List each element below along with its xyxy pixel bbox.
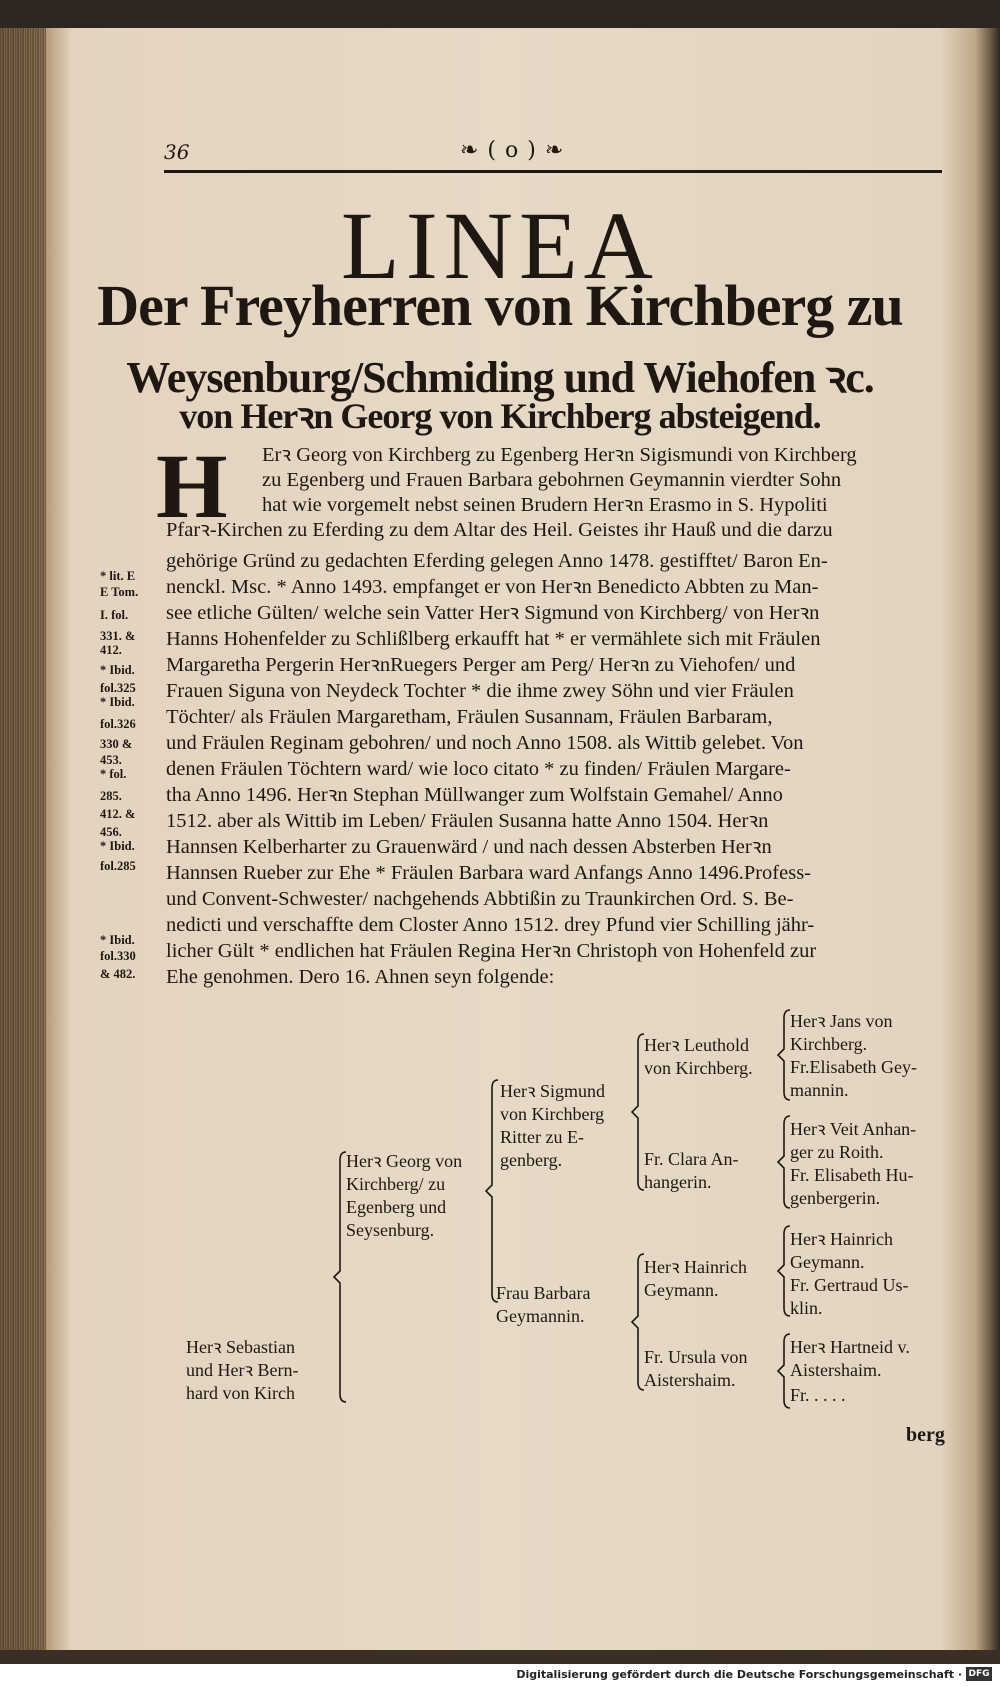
genealogy-grandmother-line: Frau Barbara: [496, 1283, 591, 1303]
genealogy-ggg-1-line: Herꝛ Jans von: [790, 1011, 893, 1031]
genealogy-gg-1-line: Herꝛ Leuthold: [644, 1035, 750, 1055]
margin-note: * fol.: [100, 767, 127, 781]
margin-note: fol.285: [100, 859, 136, 873]
margin-note: * Ibid.: [100, 695, 135, 709]
body-line: 1512. aber als Wittib im Leben/ Fräulen Susanna hatte Anno 1504. Herꝛn: [166, 810, 769, 832]
genealogy-root-line: hard von Kirch: [186, 1383, 295, 1403]
genealogy-gg-2-line: Fr. Clara An-: [644, 1149, 739, 1169]
margin-note: E Tom.: [100, 585, 139, 599]
genealogy-ggg-7-line: Herꝛ Hartneid v.: [790, 1337, 910, 1357]
genealogy-ggg-6-line: klin.: [790, 1298, 823, 1318]
margin-note: 330 &: [100, 737, 133, 751]
margin-note: & 482.: [100, 967, 136, 981]
subtitle-line-2: Weysenburg/Schmiding und Wiehofen ꝛc.: [126, 353, 874, 402]
margin-note: fol.330: [100, 949, 136, 963]
margin-note: fol.326: [100, 717, 136, 731]
subtitle-line-1: Der Freyherren von Kirchberg zu: [97, 273, 903, 338]
body-line: Margaretha Pergerin HerꝛnRuegers Perger am Perg/ Herꝛn zu Viehofen/ und: [166, 654, 796, 676]
margin-note: 412. &: [100, 807, 136, 821]
genealogy-grandmother-line: Geymannin.: [496, 1306, 585, 1326]
genealogy-gg-1-line: von Kirchberg.: [644, 1058, 753, 1078]
margin-note: * lit. E: [100, 569, 136, 583]
margin-note: 412.: [100, 643, 122, 657]
genealogy-ggg-2-line: mannin.: [790, 1080, 849, 1100]
page-title: LINEA: [341, 192, 659, 299]
body-line: Erꝛ Georg von Kirchberg zu Egenberg Herꝛn Sigismundi von Kirchberg: [262, 444, 857, 466]
page-number: 36: [164, 140, 190, 164]
body-line: licher Gült * endlichen hat Fräulen Regina Herꝛn Christoph von Hohenfeld zur: [166, 940, 817, 962]
margin-note: 456.: [100, 825, 122, 839]
margin-note: * Ibid.: [100, 839, 135, 853]
genealogy-father-line: Egenberg und: [346, 1197, 447, 1217]
margin-note: * Ibid.: [100, 933, 135, 947]
body-line: see etliche Gülten/ welche sein Vatter Herꝛ Sigmund von Kirchberg/ von Herꝛn: [166, 602, 820, 624]
margin-note: 331. &: [100, 629, 136, 643]
margin-note: 453.: [100, 753, 122, 767]
margin-note: I. fol.: [100, 608, 129, 622]
genealogy-gg-3-line: Geymann.: [644, 1280, 719, 1300]
genealogy-gg-2-line: hangerin.: [644, 1172, 712, 1192]
genealogy-ggg-1-line: Kirchberg.: [790, 1034, 868, 1054]
genealogy-grandfather-line: genberg.: [500, 1150, 563, 1170]
bracket-gg-4: [778, 1334, 790, 1408]
body-line: tha Anno 1496. Herꝛn Stephan Müllwanger zum Wolfstain Gemahel/ Anno: [166, 784, 783, 806]
margin-note: * Ibid.: [100, 663, 135, 677]
genealogy-ggg-5-line: Geymann.: [790, 1252, 865, 1272]
genealogy-gg-4-line: Fr. Ursula von: [644, 1347, 748, 1367]
footer-credit: Digitalisierung gefördert durch die Deutsche Forschungsgemeinschaft ·: [516, 1668, 962, 1681]
body-line: Ehe genohmen. Dero 16. Ahnen seyn folgende:: [166, 966, 555, 988]
genealogy-ggg-2-line: Fr.Elisabeth Gey-: [790, 1057, 917, 1077]
bracket-grandmother: [632, 1254, 644, 1390]
genealogy-ggg-4-line: Fr. Elisabeth Hu-: [790, 1165, 914, 1185]
genealogy-gg-4-line: Aistershaim.: [644, 1370, 736, 1390]
genealogy-ggg-8-line: Fr. . . . .: [790, 1385, 846, 1405]
body-line: Hannsen Rueber zur Ehe * Fräulen Barbara ward Anfangs Anno 1496.Profess-: [166, 862, 812, 884]
subtitle-line-3: von Herꝛn Georg von Kirchberg absteigend.: [179, 396, 821, 436]
genealogy-grandfather-line: Ritter zu E-: [500, 1127, 584, 1147]
genealogy-ggg-4-line: genbergerin.: [790, 1188, 881, 1208]
margin-note: 285.: [100, 789, 122, 803]
genealogy-grandfather-line: von Kirchberg: [500, 1104, 605, 1124]
body-line: nedicti und verschaffte dem Closter Anno 1512. drey Pfund vier Schilling jähr-: [166, 914, 815, 936]
genealogy-root-line: Herꝛ Sebastian: [186, 1337, 295, 1357]
body-line: Töchter/ als Fräulen Margaretham, Fräulen Susannam, Fräulen Barbaram,: [166, 706, 773, 728]
bracket-gg-2: [778, 1116, 790, 1208]
running-head: ❧ ( o ) ❧: [460, 138, 565, 163]
body-line: gehörige Gründ zu gedachten Eferding gelegen Anno 1478. gestifftet/ Baron En-: [166, 550, 828, 572]
genealogy-ggg-6-line: Fr. Gertraud Us-: [790, 1275, 909, 1295]
genealogy-ggg-3-line: ger zu Roith.: [790, 1142, 884, 1162]
genealogy-gg-3-line: Herꝛ Hainrich: [644, 1257, 747, 1277]
drop-cap: H: [156, 435, 228, 537]
body-line: Frauen Siguna von Neydeck Tochter * die ihme zwey Söhn und vier Fräulen: [166, 680, 794, 702]
genealogy-grandfather-line: Herꝛ Sigmund: [500, 1081, 606, 1101]
dfg-logo: DFG: [966, 1667, 992, 1681]
bracket-gg-1: [778, 1010, 790, 1100]
genealogy-father-line: Kirchberg/ zu: [346, 1174, 446, 1194]
body-line: Hanns Hohenfelder zu Schlißlberg erkaufft hat * er vermählete sich mit Fräulen: [166, 628, 821, 650]
body-line: zu Egenberg und Frauen Barbara gebohrnen Geymannin vierdter Sohn: [262, 469, 842, 491]
body-line: und Fräulen Reginam gebohren/ und noch Anno 1508. als Wittib gelebet. Von: [166, 732, 804, 754]
genealogy-ggg-3-line: Herꝛ Veit Anhan-: [790, 1119, 917, 1139]
body-line: Pfarꝛ-Kirchen zu Eferding zu dem Altar des Heil. Geistes ihr Hauß und die darzu: [166, 519, 833, 541]
genealogy-father-line: Herꝛ Georg von: [346, 1151, 463, 1171]
bracket-root: [334, 1152, 346, 1402]
bracket-grandfather: [632, 1034, 644, 1190]
bracket-gg-3: [778, 1226, 790, 1316]
margin-note: fol.325: [100, 681, 136, 695]
genealogy-ggg-7-line: Aistershaim.: [790, 1360, 882, 1380]
body-line: und Convent-Schwester/ nachgehends Abbtißin zu Traunkirchen Ord. S. Be-: [166, 888, 794, 910]
genealogy-root-line: und Herꝛ Bern-: [186, 1360, 299, 1380]
genealogy-father-line: Seysenburg.: [346, 1220, 435, 1240]
bracket-father: [486, 1080, 498, 1302]
body-line: nenckl. Msc. * Anno 1493. empfanget er von Herꝛn Benedicto Abbten zu Man-: [166, 576, 819, 598]
body-line: hat wie vorgemelt nebst seinen Brudern Herꝛn Erasmo in S. Hypoliti: [262, 494, 828, 516]
catchword: berg: [906, 1424, 945, 1446]
body-line: Hannsen Kelberharter zu Grauenwärd / und nach dessen Absterben Herꝛn: [166, 836, 772, 858]
genealogy-ggg-5-line: Herꝛ Hainrich: [790, 1229, 893, 1249]
body-line: denen Fräulen Töchtern ward/ wie loco citato * zu finden/ Fräulen Margare-: [166, 758, 791, 780]
